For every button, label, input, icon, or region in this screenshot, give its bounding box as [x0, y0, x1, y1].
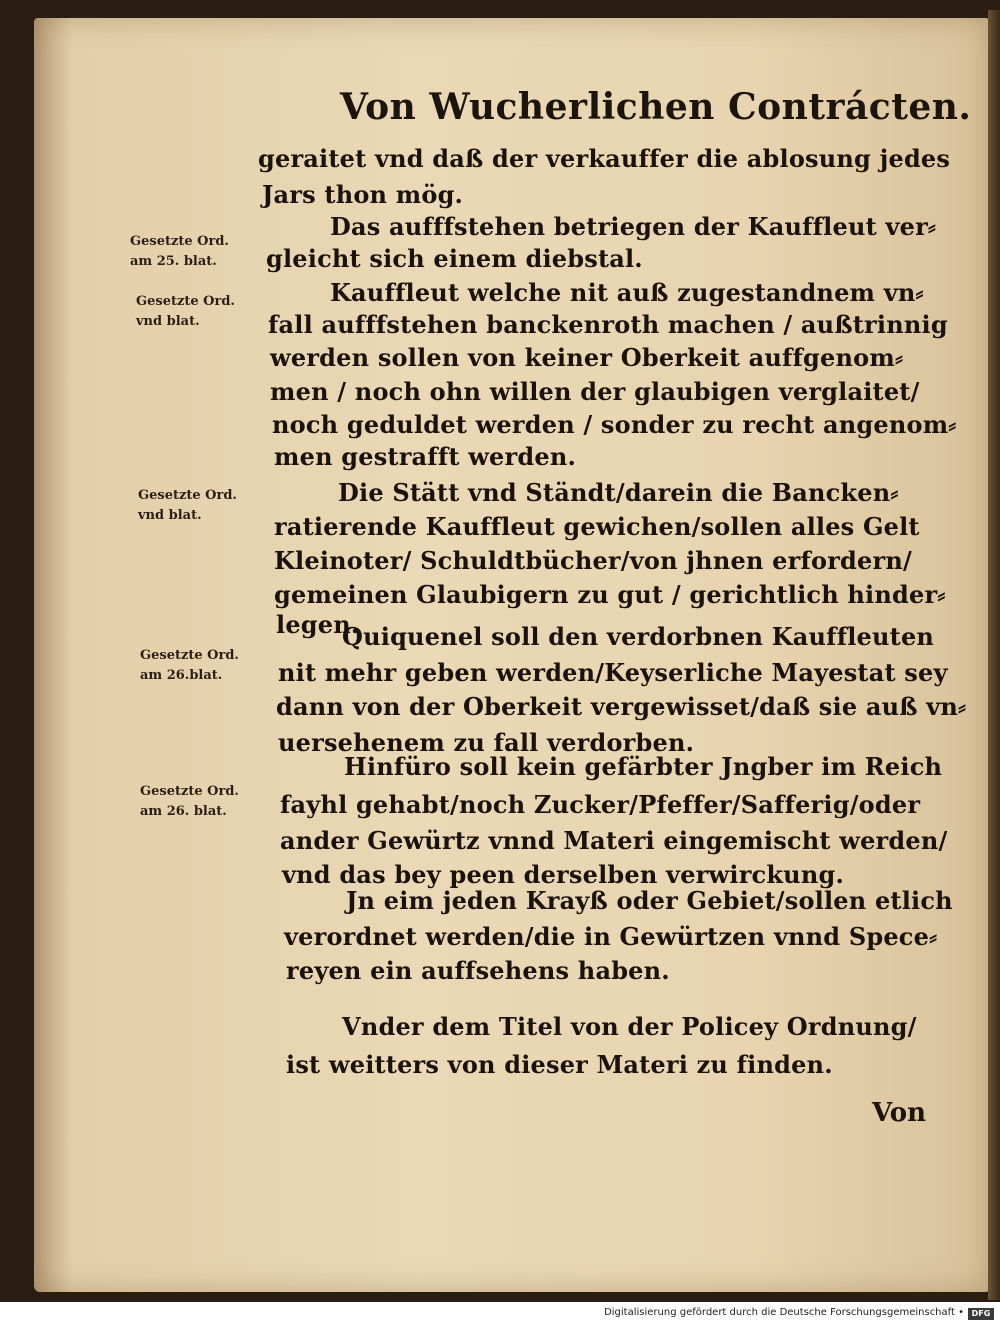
footer-credit: Digitalisierung gefördert durch die Deutsche Forschungsgemeinschaft • [604, 1307, 964, 1318]
margin-note: Gesetzte Ord. am 26. blat. [140, 784, 239, 819]
text-line: legen. [276, 610, 360, 639]
text-line: ander Gewürtz vnnd Materi eingemischt werden/ [280, 826, 948, 855]
text-line: dann von der Oberkeit vergewisset/daß sie auß vn⸗ [276, 692, 967, 721]
text-line: men gestrafft werden. [274, 442, 577, 471]
text-line: men / noch ohn willen der glaubigen verglaitet/ [270, 377, 920, 406]
book-edge [988, 10, 1000, 1300]
text-line: werden sollen von keiner Oberkeit auffgenom⸗ [270, 343, 904, 372]
text-line: noch geduldet werden / sonder zu recht angenom⸗ [272, 410, 957, 439]
margin-note: Gesetzte Ord. vnd blat. [136, 294, 235, 329]
text-line: Die Stätt vnd Ständt/darein die Bancken⸗ [338, 478, 899, 507]
footer-bar [0, 1302, 1000, 1324]
text-line: Quiquenel soll den verdorbnen Kauffleuten [342, 622, 935, 651]
margin-note: Gesetzte Ord. am 25. blat. [130, 234, 229, 269]
text-line: Vnder dem Titel von der Policey Ordnung/ [342, 1012, 917, 1041]
text-line: verordnet werden/die in Gewürtzen vnnd Specе⸗ [284, 922, 938, 951]
margin-note: Gesetzte Ord. am 26.blat. [140, 648, 239, 683]
text-line: Hinfüro soll kein gefärbter Jngber im Reich [344, 752, 943, 781]
text-line: Jars thon mög. [262, 180, 464, 209]
text-line: Das aufffstehen betriegen der Kauffleut ver⸗ [330, 212, 937, 241]
running-head: Von Wucherlichen Contrácten. [340, 86, 972, 128]
text-line: geraitet vnd daß der verkauffer die ablosung jedes [258, 144, 951, 173]
text-line: uersehenem zu fall verdorben. [278, 728, 695, 757]
text-line: nit mehr geben werden/Keyserliche Mayestat sey [278, 658, 948, 687]
catchword: Von [872, 1098, 927, 1128]
text-line: ratierende Kauffleut gewichen/sollen alles Gelt [274, 512, 920, 541]
text-line: gemeinen Glaubigern zu gut / gerichtlich hinder⸗ [274, 580, 946, 609]
text-line: vnd das bey peen derselben verwirckung. [282, 860, 845, 889]
dfg-logo: DFG [968, 1308, 994, 1320]
text-line: Kleinoter/ Schuldtbücher/von jhnen erfordern/ [274, 546, 912, 575]
text-line: fall aufffstehen banckenroth machen / außtrinnig [268, 310, 948, 339]
text-line: fayhl gehabt/noch Zucker/Pfeffer/Safferig/oder [280, 790, 921, 819]
text-line: gleicht sich einem diebstal. [266, 244, 643, 273]
margin-note: Gesetzte Ord. vnd blat. [138, 488, 237, 523]
text-line: Kauffleut welche nit auß zugestandnem vn⸗ [330, 278, 924, 307]
text-line: Jn eim jeden Krayß oder Gebiet/sollen etlich [346, 886, 953, 915]
text-line: reyen ein auffsehens haben. [286, 956, 670, 985]
text-line: ist weitters von dieser Materi zu finden. [286, 1050, 833, 1079]
